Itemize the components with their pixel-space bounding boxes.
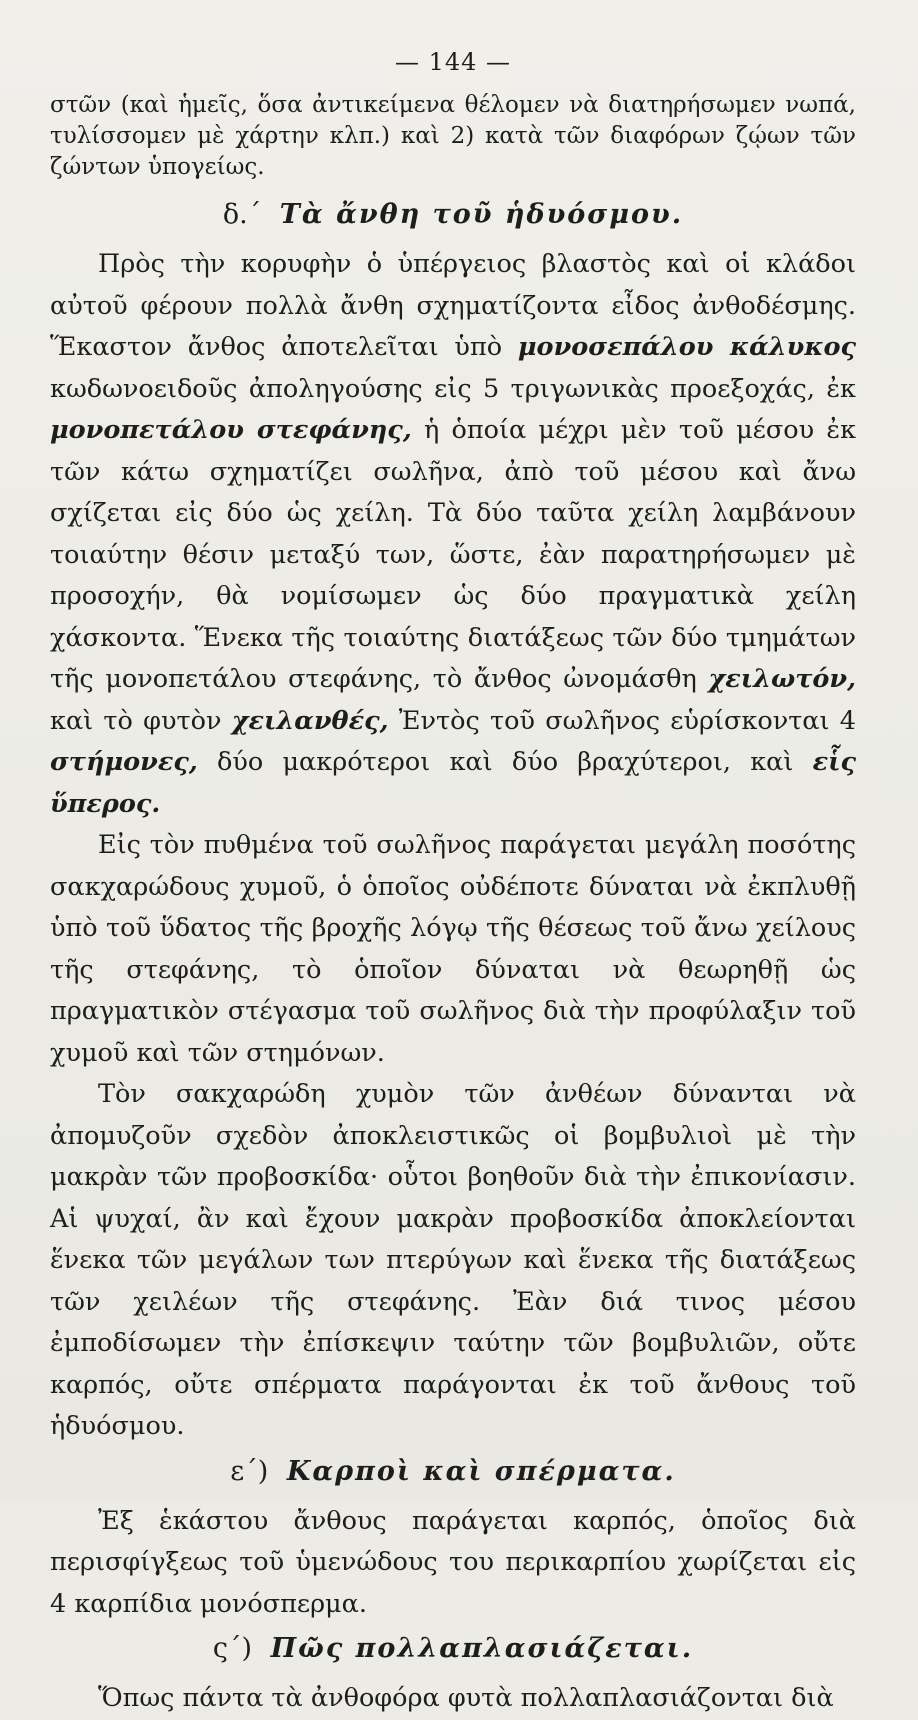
term-pistil: εἷς ὕπερος. (50, 747, 856, 819)
section-d-number: δ.΄ (222, 199, 262, 230)
intro-paragraph: στῶν (καὶ ἡμεῖς, ὅσα ἀντικείμενα θέλομεν νὰ διατηρήσωμεν νωπά, τυλίσσομεν μὲ χάρτην κλπ.) καὶ 2) κατὰ τῶν διαφόρων ζῴων τῶν ζώντων ὑπογείως. (50, 92, 856, 180)
term-labiate: χειλωτόν, (708, 664, 856, 694)
section-d-paragraph-1 (50, 244, 856, 825)
term-cheilanthes: χειλανθές, (231, 705, 389, 736)
text-run: Πρὸς τὴν κορυφὴν ὁ ὑπέργειος βλαστὸς καὶ οἱ κλάδοι αὐτοῦ φέρουν πολλὰ ἄνθη σχηματίζοντα εἶδος ἀνθοδέσμης. Ἕκαστον ἄνθος ἀποτελεῖται ὑπὸ (50, 249, 856, 362)
section-f-number: ς΄) (212, 1633, 253, 1664)
section-e-heading (50, 1456, 856, 1487)
section-e-paragraph-1: Ἐξ ἑκάστου ἄνθους παράγεται καρπός, ὁποῖος διὰ περισφίγξεως τοῦ ὑμενώδους του περικαρπίου χωρίζεται εἰς 4 καρπίδια μονόσπερμα. (50, 1505, 856, 1619)
section-d-title: Τὰ ἄνθη τοῦ ἡδυόσμου. (279, 199, 684, 230)
section-e-title: Καρποὶ καὶ σπέρματα. (286, 1455, 676, 1487)
text-run: ἡ ὁποία μέχρι μὲν τοῦ μέσου ἐκ τῶν κάτω σχηματίζει σωλῆνα, ἀπὸ τοῦ μέσου καὶ ἄνω σχίζεται εἰς δύο ὡς χείλη. Τὰ δύο ταῦτα χείλη λαμβάνουν τοιαύτην θέσιν μεταξύ των, ὥστε, ἐὰν παρατηρήσωμεν μὲ προσοχήν, θὰ νομίσωμεν ὡς δύο πραγματικὰ χείλη χάσκοντα. Ἕνεκα τῆς τοιαύτης διατάξεως τῶν δύο τμημάτων τῆς μονοπετάλου στεφάνης, τὸ ἄνθος ὠνομάσθη (50, 415, 857, 694)
term-monosepalous-calyx: μονοσεπάλου κάλυκος (517, 332, 856, 362)
text-run: κωδωνοειδοῦς ἀποληγούσης εἰς 5 τριγωνικὰς προεξοχάς, ἐκ (50, 373, 856, 404)
section-d-paragraph-2: Εἰς τὸν πυθμένα τοῦ σωλῆνος παράγεται μεγάλη ποσότης σακχαρώδους χυμοῦ, ὁ ὁποῖος οὐδέποτε δύναται νὰ ἐκπλυθῇ ὑπὸ τοῦ ὕδατος τῆς βροχῆς λόγῳ τῆς θέσεως τοῦ ἄνω χείλους τῆς στεφάνης, τὸ ὁποῖον δύναται νὰ θεωρηθῇ ὡς πραγματικὸν στέγασμα τοῦ σωλῆνος διὰ τὴν προφύλαξιν τοῦ χυμοῦ καὶ τῶν στημόνων. (50, 830, 856, 1068)
section-f-paragraph-1: Ὅπως πάντα τὰ ἀνθοφόρα φυτὰ πολλαπλασιάζονται διὰ (98, 1683, 834, 1713)
section-f-heading (50, 1633, 856, 1664)
text-run: καὶ τὸ φυτὸν (50, 705, 222, 736)
text-run: δύο μακρότεροι καὶ δύο βραχύτεροι, καὶ (217, 747, 794, 777)
term-stamens: στήμονες, (50, 747, 198, 777)
page-number: — 144 — (394, 48, 512, 76)
section-d-heading (50, 199, 856, 230)
text-run: Ἐντὸς τοῦ σωλῆνος εὑρίσκονται 4 (398, 705, 857, 736)
section-f-title: Πῶς πολλαπλασιάζεται. (270, 1633, 694, 1664)
section-d-paragraph-3: Τὸν σακχαρώδη χυμὸν τῶν ἀνθέων δύνανται νὰ ἀπομυζοῦν σχεδὸν ἀποκλειστικῶς οἱ βομβυλιοὶ μὲ τὴν μακρὰν τῶν προβοσκίδα· οὗτοι βοηθοῦν διὰ τὴν ἐπικονίασιν. Αἱ ψυχαί, ἂν καὶ ἔχουν μακρὰν προβοσκίδα ἀποκλείονται ἕνεκα τῶν μεγάλων των πτερύγων καὶ ἕνεκα τῆς διατάξεως τῶν χειλέων τῆς στεφάνης. Ἐὰν διά τινος μέσου ἐμποδίσωμεν τὴν ἐπίσκεψιν ταύτην τῶν βομβυλιῶν, οὔτε καρπός, οὔτε σπέρματα παράγονται ἐκ τοῦ ἄνθους τοῦ ἡδυόσμου. (50, 1079, 856, 1441)
term-monopetalous-corolla: μονοπετάλου στεφάνης, (50, 415, 412, 445)
section-e-number: ε΄) (230, 1455, 269, 1487)
